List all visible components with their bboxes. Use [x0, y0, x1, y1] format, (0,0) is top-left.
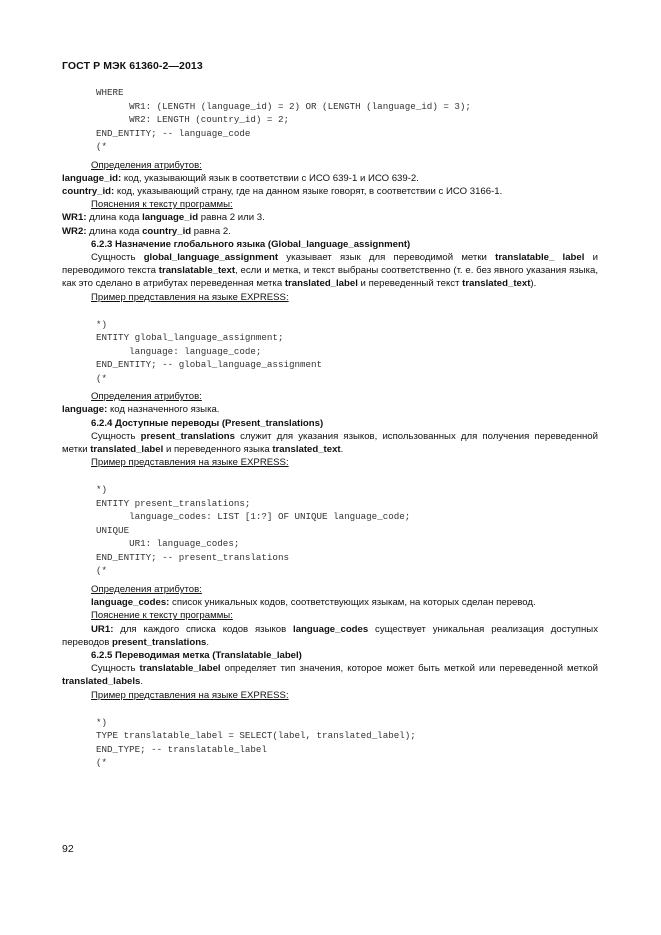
program-note-title: Пояснение к тексту программы: — [91, 610, 233, 622]
page-number: 92 — [62, 843, 74, 855]
section-heading-6-2-5: 6.2.5 Переводимая метка (Translatable_label) — [91, 649, 302, 661]
section-heading-6-2-3: 6.2.3 Назначение глобального языка (Global_language_assignment) — [91, 238, 411, 250]
code-block-translatable-label: *) TYPE translatable_label = SELECT(label, translated_label); END_TYPE; -- translatable_label (* — [96, 716, 416, 769]
attr-country-id: country_id: код, указывающий страну, где на данном языке говорят, в соответствии с ИСО 3166-1. — [62, 185, 503, 197]
code-line: (* — [96, 141, 108, 152]
attributes-title: Определения атрибутов: — [91, 583, 202, 595]
example-title: Пример представления на языке EXPRESS: — [91, 291, 289, 303]
note-wr2: WR2: длина кода country_id равна 2. — [62, 225, 231, 237]
section-paragraph: Сущность translatable_label определяет тип значения, которое может быть меткой или переведенной меткой translated_labels. — [62, 663, 599, 688]
program-notes-title: Пояснения к тексту программы: — [91, 199, 233, 211]
example-title: Пример представления на языке EXPRESS: — [91, 689, 289, 701]
code-line: WHERE — [96, 87, 124, 98]
page-content — [62, 86, 598, 770]
note-ur1: UR1: для каждого списка кодов языков language_codes существует уникальная реализация доступных переводов present_translations. — [62, 623, 598, 648]
term: language_id: — [62, 172, 122, 184]
attr-language-codes: language_codes: список уникальных кодов, соответствующих языкам, на которых сделан перевод. — [91, 597, 536, 609]
attr-language: language: код назначенного языка. — [62, 404, 220, 416]
code-block-present-translations: *) ENTITY present_translations; language_codes: LIST [1:?] OF UNIQUE language_code; UNIQUE UR1: language_codes; END_ENTITY; -- present_translations (* — [96, 484, 411, 577]
attributes-title: Определения атрибутов: — [91, 159, 202, 171]
attributes-title: Определения атрибутов: — [91, 391, 202, 403]
code-line: WR2: LENGTH (country_id) = 2; — [96, 114, 289, 125]
code-block-global-language-assignment: *) ENTITY global_language_assignment; language: language_code; END_ENTITY; -- global_language_assignment (* — [96, 318, 323, 384]
section-heading-6-2-4: 6.2.4 Доступные переводы (Present_translations) — [91, 417, 324, 429]
document-header: ГОСТ Р МЭК 61360-2—2013 — [62, 60, 203, 72]
note-wr1: WR1: длина кода language_id равна 2 или 3. — [62, 212, 265, 224]
code-line: END_ENTITY; -- language_code — [96, 127, 251, 139]
code-block-language-code — [96, 86, 598, 154]
section-paragraph: Сущность global_language_assignment указывает язык для переводимой метки translatable_ label и переводимого текста translatable_text, если и метка, и текст выбраны соответственно (т. е. без явного указания языка, как это сделано в атрибутах переведенная метка translated_label и переведенный текст translated_text). — [62, 251, 599, 290]
section-paragraph: Сущность present_translations служит для указания языков, использованных для получения переведенной метки translated_label и переведенного языка translated_text. — [62, 430, 598, 456]
attr-language-id: language_id: код, указывающий язык в соответствии с ИСО 639-1 и ИСО 639-2. — [62, 172, 419, 184]
term: country_id: — [62, 185, 115, 197]
code-line: WR1: (LENGTH (language_id) = 2) OR (LENGTH (language_id) = 3); — [96, 100, 471, 112]
example-title: Пример представления на языке EXPRESS: — [91, 457, 289, 469]
